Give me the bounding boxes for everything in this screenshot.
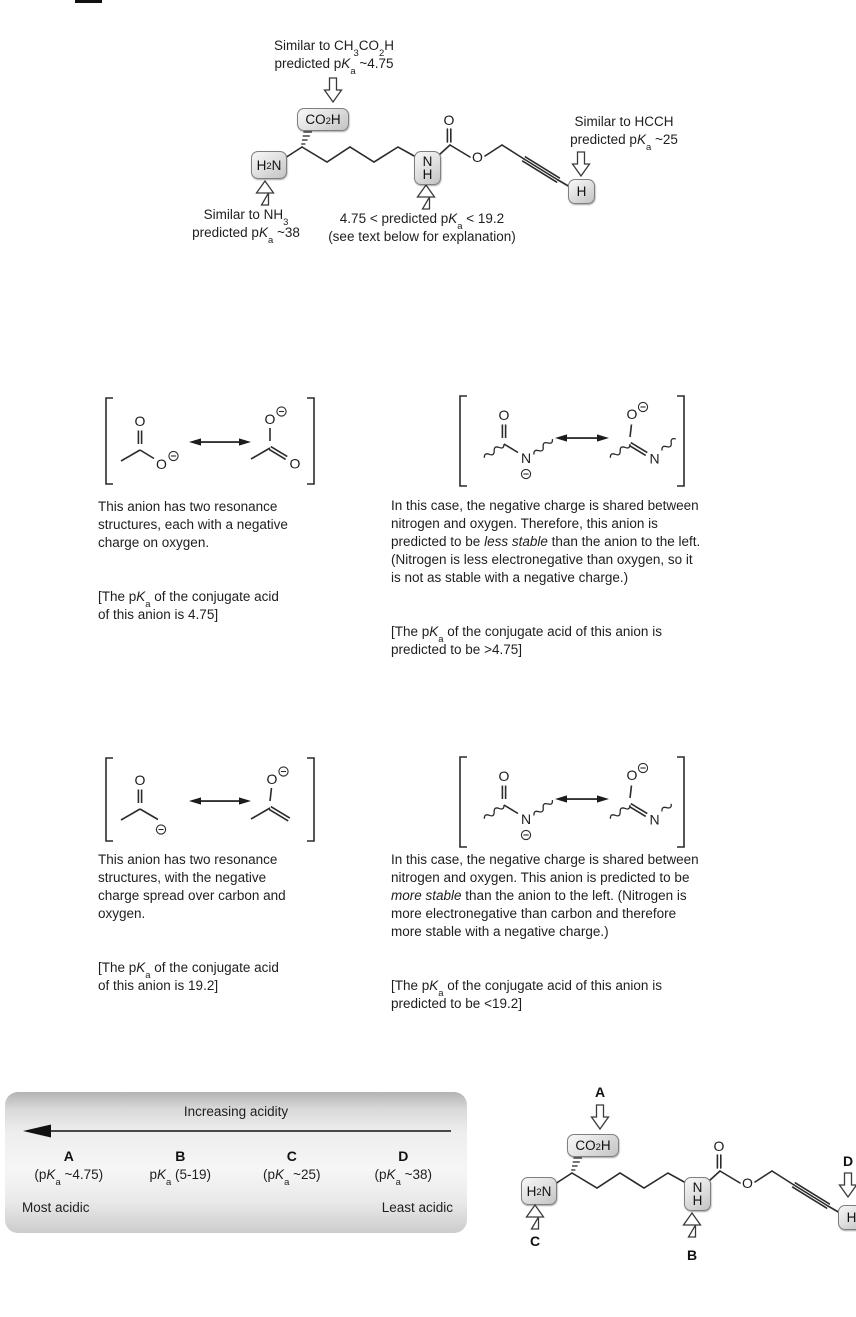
- oxygen-atom: O: [289, 455, 301, 472]
- title-underline: [75, 0, 102, 3]
- site-label-c: C: [529, 1233, 541, 1249]
- enolate-resonance-structures: [100, 753, 320, 848]
- resonance-arrow-icon: [189, 797, 251, 804]
- amide-anion-resonance-structures: [452, 751, 692, 856]
- acidity-columns: [13, 1148, 459, 1189]
- site-label-a: A: [594, 1084, 606, 1100]
- left-bracket: [460, 396, 467, 486]
- up-block-arrow-icon: [525, 1204, 545, 1230]
- resonance-arrow-icon: [555, 795, 609, 802]
- paragraph: In this case, the negative charge is shared between nitrogen and oxygen. Therefore, this anion is predicted to be less stable than the anion to the left. (Nitrogen is less electronegative than oxygen, so it is not as stable with a negative charge.): [391, 498, 701, 585]
- bond-lines: [106, 398, 314, 484]
- acidity-letter: B: [175, 1148, 186, 1164]
- oxygen-atom: O: [626, 767, 638, 783]
- right-bracket: [307, 758, 314, 841]
- paragraph: [The $pK_a$ of the conjugate acid of this anion is 4.75]: [98, 589, 279, 622]
- bond-lines: [460, 757, 684, 847]
- acidity-item-b: [125, 1148, 237, 1189]
- left-bracket: [106, 398, 113, 484]
- row1-left-explanation: [98, 498, 348, 624]
- oxygen-atom: O: [156, 456, 167, 472]
- acidity-letter: A: [63, 1148, 74, 1164]
- nitrogen-atom: N: [649, 811, 660, 828]
- carbamate-pka-note: 4.75 < predicted $pK_a < 19.2$ (see text below for explanation): [328, 211, 516, 244]
- paragraph: [The $pK_a$ of the conjugate acid of this anion is predicted to be <19.2]: [391, 978, 662, 1011]
- acidity-item-a: [13, 1148, 125, 1189]
- paragraph: [The $pK_a$ of the conjugate acid of this anion is 19.2]: [98, 960, 279, 993]
- site-label-d: D: [842, 1153, 854, 1169]
- amine-pka-note: Similar to $NH_3$ predicted $pK_a$ ~38: [192, 207, 300, 247]
- least-acidic-label: Least acidic: [381, 1200, 453, 1215]
- oxygen-atom: O: [264, 411, 276, 427]
- carboxylic-acid-box: CO $_2$ H: [297, 108, 349, 131]
- amide-anion-resonance-structures: [452, 390, 692, 495]
- most-acidic-label: Most acidic: [22, 1200, 90, 1215]
- acidity-scale-panel: [5, 1092, 467, 1233]
- left-bracket: [106, 758, 113, 841]
- alkyne-h-box: H: [568, 179, 595, 204]
- right-bracket: [307, 398, 314, 484]
- right-bracket: [677, 757, 684, 847]
- acidity-letter: C: [286, 1148, 297, 1164]
- acetate-resonance-structures: [100, 392, 320, 492]
- oxygen-atom: O: [134, 413, 146, 429]
- up-block-arrow-icon: [682, 1212, 702, 1238]
- row1-right-explanation: [391, 497, 831, 659]
- acidity-pka: $pK_a$ (5-19): [149, 1167, 212, 1189]
- left-bracket: [460, 757, 467, 847]
- alpha-amine-box: H $_2$ N: [251, 151, 287, 179]
- acidity-scale-title: Increasing acidity: [183, 1104, 289, 1119]
- resonance-arrow-icon: [555, 434, 609, 441]
- right-bracket: [677, 396, 684, 486]
- oxygen-atom: O: [498, 407, 510, 423]
- bond-lines: [460, 396, 684, 486]
- pyl-molecule-structure: [228, 100, 598, 220]
- paragraph: This anion has two resonance structures, with the negative charge spread over carbon and oxygen.: [98, 852, 286, 921]
- pyl-molecule-structure: [498, 1126, 856, 1246]
- carbonyl-oxygen: O: [443, 112, 455, 128]
- nitrogen-atom: N: [649, 450, 660, 467]
- acidity-item-c: [236, 1148, 348, 1189]
- oxygen-atom: O: [134, 772, 146, 788]
- acidity-pka: ($pK_a$ ~38): [374, 1167, 432, 1189]
- carboxyl-pka-note: Similar to $CH_3CO_2H$ predicted $pK_a$ ~4.75: [273, 38, 394, 78]
- nitrogen-atom: N: [520, 450, 532, 466]
- acidity-pka: ($pK_a$ ~25): [263, 1167, 321, 1189]
- alkyne-pka-note: Similar to HCCH predicted $pK_a$ ~25: [570, 114, 678, 154]
- ester-oxygen: O: [742, 1175, 753, 1191]
- carbamate-nh-box: N H: [684, 1177, 711, 1211]
- acidity-pka: ($pK_a$ ~4.75): [34, 1167, 104, 1189]
- left-arrow-icon: [19, 1122, 453, 1140]
- bond-lines: [106, 758, 314, 841]
- acidity-item-d: [348, 1148, 460, 1189]
- hashed-wedge-bond: [571, 1158, 582, 1170]
- nitrogen-atom: N: [520, 811, 532, 827]
- oxygen-atom: O: [498, 768, 510, 784]
- carbonyl-oxygen: O: [713, 1138, 725, 1154]
- paragraph: In this case, the negative charge is shared between nitrogen and oxygen. This anion is predicted to be more stable than the anion to the left. (Nitrogen is more electronegative than carbon and therefore more stable with a negative charge.): [391, 852, 699, 939]
- paragraph: This anion has two resonance structures, each with a negative charge on oxygen.: [98, 499, 288, 550]
- acidity-letter: D: [398, 1148, 409, 1164]
- ester-oxygen: O: [472, 149, 483, 165]
- row2-left-explanation: [98, 851, 348, 995]
- paragraph: [The $pK_a$ of the conjugate acid of this anion is predicted to be >4.75]: [391, 624, 662, 657]
- resonance-arrow-icon: [189, 438, 251, 445]
- hashed-wedge-bond: [301, 132, 312, 144]
- oxygen-atom: O: [266, 771, 278, 787]
- oxygen-atom: O: [626, 406, 638, 422]
- carbamate-nh-box: N H: [414, 151, 441, 185]
- site-label-b: B: [686, 1247, 698, 1263]
- alkyne-h-box: H: [838, 1205, 856, 1230]
- carboxylic-acid-box: CO $_2$ H: [567, 1134, 619, 1157]
- alpha-amine-box: H $_2$ N: [521, 1177, 557, 1205]
- row2-right-explanation: [391, 851, 831, 1013]
